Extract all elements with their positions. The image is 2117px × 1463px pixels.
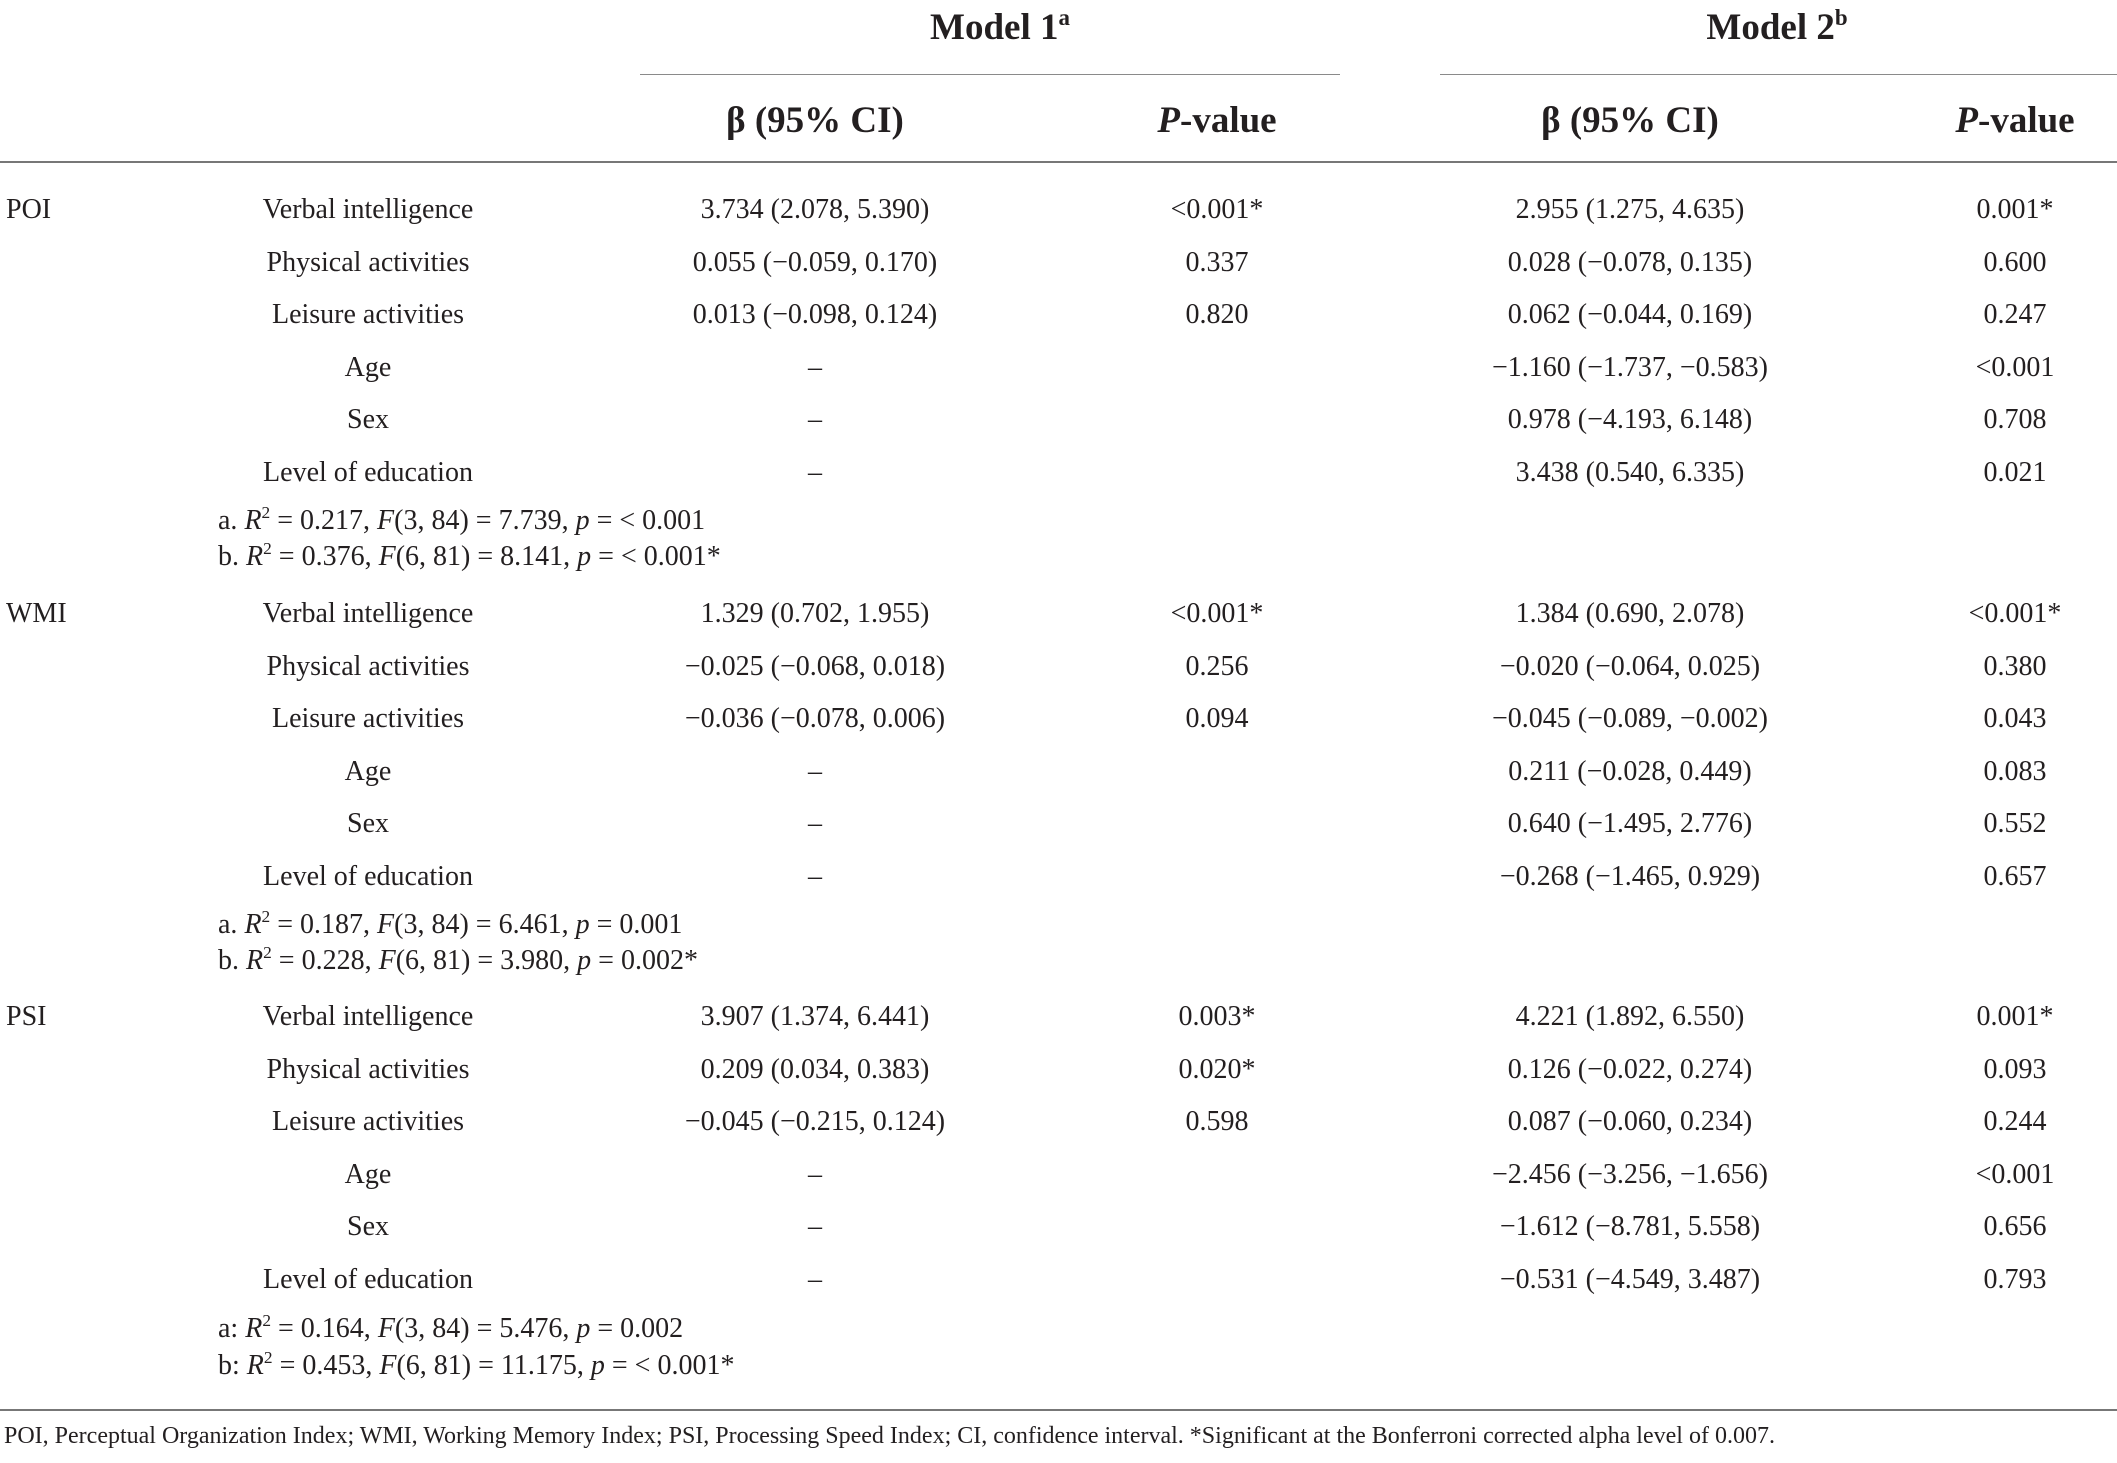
model1-beta-cell: 0.209 (0.034, 0.383) [700, 1054, 930, 1085]
model2-pvalue-header: P-value [1955, 100, 2075, 141]
variable-label: Physical activities [266, 651, 470, 682]
model1-beta-header: β (95% CI) [726, 100, 904, 141]
model2-beta-cell: −1.160 (−1.737, −0.583) [1491, 352, 1769, 383]
model-fit-stat: b. $R^2 = 0.228$, F(6, 81) = 3.980, p = 0.002* [218, 942, 698, 976]
model2-beta-cell: 1.384 (0.690, 2.078) [1515, 598, 1745, 629]
variable-label: Physical activities [266, 1054, 470, 1085]
variable-label: Verbal intelligence [262, 598, 474, 629]
model1-pvalue-header: P-value [1157, 100, 1277, 141]
model1-beta-cell: – [808, 808, 822, 839]
model2-beta-cell: −2.456 (−3.256, −1.656) [1491, 1159, 1769, 1190]
model1-beta-cell: – [808, 1264, 822, 1295]
model2-pvalue-cell: 0.380 [1983, 651, 2047, 682]
model1-underline [640, 74, 1340, 75]
model1-beta-cell: 3.734 (2.078, 5.390) [700, 194, 930, 225]
model2-beta-cell: 4.221 (1.892, 6.550) [1515, 1001, 1745, 1032]
model2-pvalue-cell: <0.001* [1968, 598, 2062, 629]
model1-pvalue-cell: 0.094 [1185, 703, 1249, 734]
variable-label: Level of education [263, 1264, 473, 1295]
variable-label: Leisure activities [271, 299, 465, 330]
model2-pvalue-cell: 0.247 [1983, 299, 2047, 330]
model1-beta-cell: – [808, 352, 822, 383]
model1-beta-cell: – [808, 457, 822, 488]
model2-beta-cell: −0.531 (−4.549, 3.487) [1499, 1264, 1761, 1295]
table-bottom-rule [0, 1409, 2117, 1411]
model1-pvalue-cell: <0.001* [1170, 194, 1264, 225]
model2-beta-cell: 0.087 (−0.060, 0.234) [1507, 1106, 1753, 1137]
model-fit-stat: a. $R^2 = 0.187$, F(3, 84) = 6.461, p = 0.001 [218, 906, 683, 940]
model-fit-stat: a. $R^2 = 0.217$, F(3, 84) = 7.739, p = < 0.001 [218, 502, 706, 536]
group-label: PSI [6, 1001, 47, 1032]
variable-label: Leisure activities [271, 1106, 465, 1137]
model2-pvalue-cell: 0.244 [1983, 1106, 2047, 1137]
variable-label: Sex [347, 808, 389, 839]
variable-label: Level of education [263, 861, 473, 892]
variable-label: Level of education [263, 457, 473, 488]
variable-label: Verbal intelligence [262, 194, 474, 225]
group-label: WMI [6, 598, 67, 629]
model2-header: Model 2$^b$ [1706, 4, 1848, 48]
model2-beta-cell: 0.126 (−0.022, 0.274) [1507, 1054, 1753, 1085]
variable-label: Physical activities [266, 247, 470, 278]
model1-beta-cell: – [808, 404, 822, 435]
model1-beta-cell: 0.055 (−0.059, 0.170) [692, 247, 938, 278]
model2-pvalue-cell: <0.001 [1975, 1159, 2055, 1190]
model2-pvalue-cell: 0.552 [1983, 808, 2047, 839]
model1-beta-cell: – [808, 1211, 822, 1242]
variable-label: Age [344, 352, 392, 383]
model1-beta-cell: – [808, 1159, 822, 1190]
group-label: POI [6, 194, 52, 225]
model1-pvalue-cell: 0.337 [1185, 247, 1249, 278]
variable-label: Verbal intelligence [262, 1001, 474, 1032]
model2-pvalue-cell: 0.600 [1983, 247, 2047, 278]
table-footnote: POI, Perceptual Organization Index; WMI, Working Memory Index; PSI, Processing Speed Index; CI, confidence interval. *Significant at the Bonferroni corrected alpha level of 0.007. [4, 1423, 1775, 1449]
model1-beta-cell: −0.025 (−0.068, 0.018) [684, 651, 946, 682]
model2-beta-cell: 0.211 (−0.028, 0.449) [1508, 756, 1752, 787]
model1-pvalue-cell: 0.820 [1185, 299, 1249, 330]
model1-pvalue-cell: 0.003* [1178, 1001, 1256, 1032]
model-fit-stat: b. $R^2 = 0.376$, F(6, 81) = 8.141, p = < 0.001* [218, 538, 721, 572]
model2-pvalue-cell: 0.043 [1983, 703, 2047, 734]
model2-pvalue-cell: 0.093 [1983, 1054, 2047, 1085]
model1-pvalue-cell: <0.001* [1170, 598, 1264, 629]
model2-pvalue-cell: <0.001 [1975, 352, 2055, 383]
model2-beta-cell: −0.020 (−0.064, 0.025) [1499, 651, 1761, 682]
model2-pvalue-cell: 0.021 [1983, 457, 2047, 488]
model2-beta-cell: −0.268 (−1.465, 0.929) [1499, 861, 1761, 892]
model1-pvalue-cell: 0.020* [1178, 1054, 1256, 1085]
model1-beta-cell: – [808, 861, 822, 892]
model2-beta-cell: 2.955 (1.275, 4.635) [1515, 194, 1745, 225]
model2-pvalue-cell: 0.001* [1976, 1001, 2054, 1032]
model1-pvalue-cell: 0.598 [1185, 1106, 1249, 1137]
model1-header: Model 1$^a$ [930, 4, 1070, 48]
model-fit-stat: b: $R^2 = 0.453$, F(6, 81) = 11.175, p = < 0.001* [218, 1347, 735, 1381]
header-bottom-rule [0, 161, 2117, 163]
model2-pvalue-cell: 0.001* [1976, 194, 2054, 225]
model1-beta-cell: 1.329 (0.702, 1.955) [700, 598, 930, 629]
model2-pvalue-cell: 0.657 [1983, 861, 2047, 892]
model2-beta-cell: −1.612 (−8.781, 5.558) [1499, 1211, 1761, 1242]
model2-beta-cell: 0.028 (−0.078, 0.135) [1507, 247, 1753, 278]
model2-beta-cell: 0.978 (−4.193, 6.148) [1507, 404, 1753, 435]
model1-beta-cell: – [808, 756, 822, 787]
model1-beta-cell: 0.013 (−0.098, 0.124) [692, 299, 938, 330]
model1-pvalue-cell: 0.256 [1185, 651, 1249, 682]
model2-beta-cell: 3.438 (0.540, 6.335) [1515, 457, 1745, 488]
model-fit-stat: a: $R^2 = 0.164$, F(3, 84) = 5.476, p = 0.002 [218, 1310, 684, 1344]
variable-label: Sex [347, 1211, 389, 1242]
model2-pvalue-cell: 0.656 [1983, 1211, 2047, 1242]
model2-beta-header: β (95% CI) [1541, 100, 1719, 141]
variable-label: Leisure activities [271, 703, 465, 734]
model2-beta-cell: −0.045 (−0.089, −0.002) [1491, 703, 1769, 734]
variable-label: Sex [347, 404, 389, 435]
variable-label: Age [344, 1159, 392, 1190]
variable-label: Age [344, 756, 392, 787]
model1-beta-cell: −0.045 (−0.215, 0.124) [684, 1106, 946, 1137]
model2-pvalue-cell: 0.708 [1983, 404, 2047, 435]
model2-beta-cell: 0.640 (−1.495, 2.776) [1507, 808, 1753, 839]
model1-beta-cell: 3.907 (1.374, 6.441) [700, 1001, 930, 1032]
model2-underline [1440, 74, 2117, 75]
model2-pvalue-cell: 0.083 [1983, 756, 2047, 787]
model1-beta-cell: −0.036 (−0.078, 0.006) [684, 703, 946, 734]
model2-beta-cell: 0.062 (−0.044, 0.169) [1507, 299, 1753, 330]
model2-pvalue-cell: 0.793 [1983, 1264, 2047, 1295]
